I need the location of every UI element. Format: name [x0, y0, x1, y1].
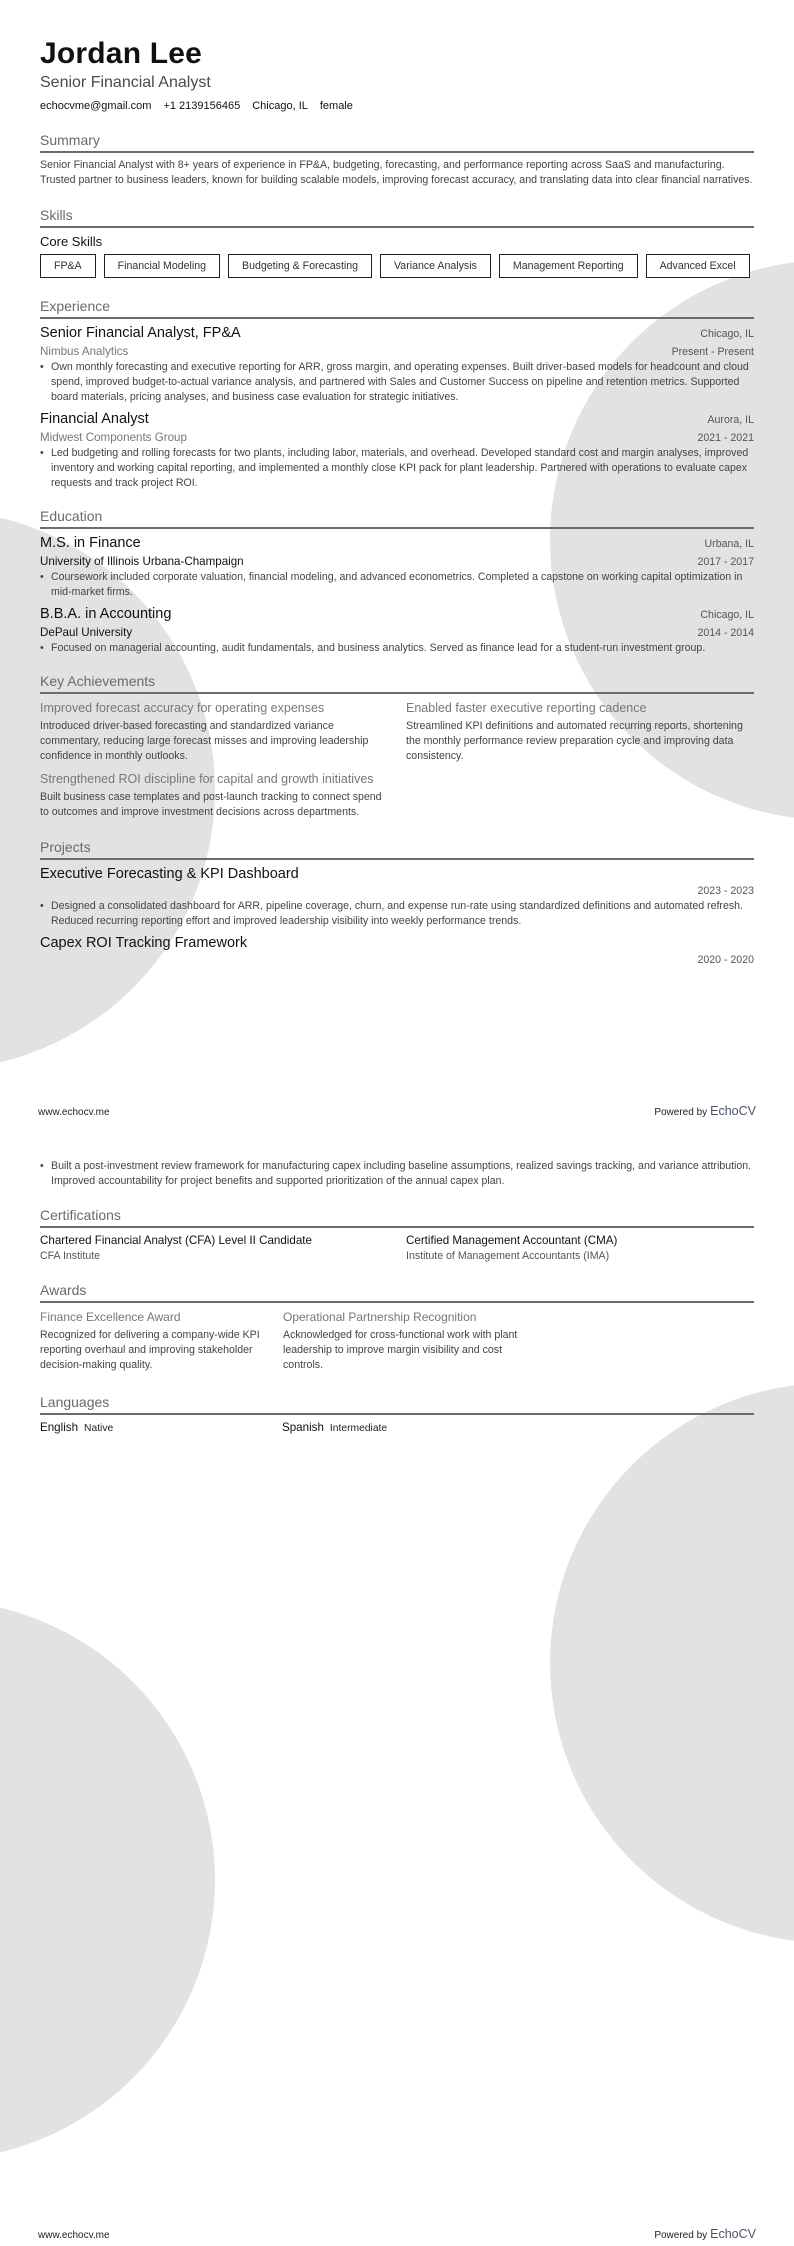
certifications-section — [40, 1206, 754, 1264]
language-name: English — [40, 1421, 79, 1434]
bullet-icon: • — [40, 900, 44, 912]
section-divider — [40, 1301, 754, 1303]
project-dates: 2023 - 2023 — [697, 885, 754, 897]
degree: B.B.A. in Accounting — [40, 606, 172, 622]
certification-item — [40, 1233, 388, 1264]
projects-section — [40, 838, 754, 968]
skills-group-title: Core Skills — [40, 234, 103, 249]
section-heading: Awards — [40, 1282, 87, 1298]
skill-tag: Advanced Excel — [646, 254, 750, 278]
job-dates: 2021 - 2021 — [697, 432, 754, 444]
school-name: University of Illinois Urbana-Champaign — [40, 555, 244, 568]
achievements-section — [40, 672, 754, 826]
footer-url[interactable]: www.echocv.me — [38, 2230, 110, 2241]
section-divider — [40, 692, 754, 694]
language-level: Intermediate — [329, 1423, 388, 1434]
school-name: DePaul University — [40, 626, 133, 639]
award-desc: Recognized for delivering a company-wide KPI reporting overhaul and improving stakeholder decision-making quality. — [40, 1329, 260, 1371]
skill-tag: FP&A — [40, 254, 96, 278]
languages-list — [40, 1420, 754, 1437]
education-entry — [40, 534, 754, 600]
section-divider — [40, 317, 754, 319]
certification-org: Institute of Management Accountants (IMA) — [406, 1250, 610, 1262]
achievement-desc: Introduced driver-based forecasting and standardized variance commentary, reducing large forecast misses and improving leadership confidence in monthly outlooks. — [40, 720, 369, 762]
project-dates: 2020 - 2020 — [697, 954, 754, 966]
section-heading: Projects — [40, 839, 91, 855]
education-section — [40, 507, 754, 656]
language-item — [40, 1420, 282, 1437]
project-bullet: • Designed a consolidated dashboard for ARR, pipeline coverage, churn, and expense run-rate using standardized definitions and automated refresh. Reduced recurring reporting effort and improved leadership visibility into weekly performance trends. — [40, 900, 743, 927]
contact-email[interactable]: echocvme@gmail.com — [40, 100, 152, 112]
achievements-grid — [40, 699, 754, 826]
languages-section — [40, 1393, 754, 1437]
resume-header — [40, 36, 754, 113]
job-bullet: • Own monthly forecasting and executive reporting for ARR, gross margin, and operating expenses. Built driver-based models for headcount and cloud spend, improved budget-to-actual variance analysis, and partnered with Sales and Customer Success on pipeline and retention metrics. Supported board materials, pricing analyses, and business case evaluation for strategic initiatives. — [40, 361, 749, 403]
job-role: Financial Analyst — [40, 411, 149, 427]
bullet-icon: • — [40, 642, 44, 654]
education-dates: 2014 - 2014 — [697, 627, 754, 639]
bullet-icon: • — [40, 361, 44, 373]
section-heading: Experience — [40, 298, 111, 314]
section-divider — [40, 858, 754, 860]
resume-page-2 — [0, 1123, 794, 2246]
bullet-icon: • — [40, 571, 44, 583]
project-entry — [40, 934, 754, 968]
summary-text: Senior Financial Analyst with 8+ years of experience in FP&A, budgeting, forecasting, and performance reporting across SaaS and manufacturing. Trusted partner to business leaders, known for building scalable models, improving forecast accuracy, and translating data into clear financial narratives. — [40, 159, 753, 186]
bullet-icon: • — [40, 447, 44, 459]
powered-by: Powered by EchoCV — [654, 1104, 756, 1118]
skill-tag: Management Reporting — [499, 254, 638, 278]
footer-url[interactable]: www.echocv.me — [38, 1107, 110, 1118]
achievement-desc: Built business case templates and post-launch tracking to connect spend to outcomes and improve investment decisions across departments. — [40, 791, 382, 818]
section-divider — [40, 151, 754, 153]
education-bullet: • Coursework included corporate valuation, financial modeling, and advanced econometrics. Completed a capstone on working capital optimization in mid-market firms. — [40, 571, 743, 598]
award-item — [40, 1308, 280, 1379]
section-heading: Skills — [40, 207, 73, 223]
degree: M.S. in Finance — [40, 535, 141, 551]
contact-location: Chicago, IL — [252, 100, 308, 112]
section-heading: Key Achievements — [40, 673, 156, 689]
section-divider — [40, 226, 754, 228]
certifications-grid — [40, 1233, 754, 1264]
job-role: Senior Financial Analyst, FP&A — [40, 325, 241, 341]
contact-gender: female — [319, 100, 353, 112]
section-divider — [40, 1413, 754, 1415]
project-bullet: • Built a post-investment review framework for manufacturing capex including baseline assumptions, realized savings tracking, and variance attribution. Improved accountability for project benefits and supported prioritization of the annual capex plan. — [40, 1160, 752, 1187]
experience-section — [40, 297, 754, 491]
brand-logo[interactable]: EchoCV — [710, 1104, 756, 1118]
certification-name: Certified Management Accountant (CMA) — [406, 1234, 618, 1247]
certification-name: Chartered Financial Analyst (CFA) Level II Candidate — [40, 1234, 312, 1247]
contact-line — [40, 99, 754, 113]
job-dates: Present - Present — [671, 346, 754, 358]
section-heading: Summary — [40, 132, 100, 148]
candidate-title: Senior Financial Analyst — [40, 74, 211, 91]
project-entry — [40, 865, 754, 929]
education-dates: 2017 - 2017 — [697, 556, 754, 568]
skills-section — [40, 206, 754, 278]
achievement-title: Improved forecast accuracy for operating expenses — [40, 701, 325, 715]
achievement-item — [406, 699, 754, 770]
job-location: Aurora, IL — [707, 414, 754, 426]
job-bullet: • Led budgeting and rolling forecasts for two plants, including labor, materials, and overhead. Developed standard cost and margin analyses, improved inventory and working capital reporting, and implemented a monthly close KPI pack for plant leadership. Partnered with operations to evaluate capex requests and track project ROI. — [40, 447, 749, 489]
candidate-name: Jordan Lee — [40, 37, 203, 70]
bullet-icon: • — [40, 1160, 44, 1172]
awards-grid — [40, 1308, 754, 1379]
page-footer — [38, 2227, 756, 2241]
award-item — [283, 1308, 523, 1379]
skills-list — [40, 254, 754, 278]
certification-item — [406, 1233, 754, 1264]
achievement-title: Enabled faster executive reporting cadence — [406, 701, 647, 715]
language-level: Native — [84, 1423, 114, 1434]
certification-org: CFA Institute — [40, 1250, 101, 1262]
skill-tag: Budgeting & Forecasting — [228, 254, 372, 278]
experience-entry — [40, 410, 754, 491]
powered-by: Powered by EchoCV — [654, 2227, 756, 2241]
project-name: Capex ROI Tracking Framework — [40, 935, 248, 951]
job-company: Nimbus Analytics — [40, 345, 129, 358]
language-name: Spanish — [282, 1421, 324, 1434]
section-divider — [40, 527, 754, 529]
achievement-title: Strengthened ROI discipline for capital and growth initiatives — [40, 772, 374, 786]
award-title: Finance Excellence Award — [40, 1310, 181, 1324]
skill-tag: Financial Modeling — [104, 254, 220, 278]
school-location: Urbana, IL — [704, 538, 754, 550]
job-location: Chicago, IL — [700, 328, 754, 340]
summary-section — [40, 131, 754, 188]
section-divider — [40, 1226, 754, 1228]
award-title: Operational Partnership Recognition — [283, 1310, 477, 1324]
skill-tag: Variance Analysis — [380, 254, 491, 278]
contact-phone[interactable]: +1 2139156465 — [163, 100, 241, 112]
achievement-item — [40, 770, 388, 826]
education-bullet: • Focused on managerial accounting, audit fundamentals, and business analytics. Served as finance lead for a student-run investment group. — [40, 642, 706, 654]
brand-logo[interactable]: EchoCV — [710, 2227, 756, 2241]
job-company: Midwest Components Group — [40, 431, 187, 444]
award-desc: Acknowledged for cross-functional work with plant leadership to improve margin visibility and cost controls. — [283, 1329, 518, 1371]
education-entry — [40, 605, 754, 656]
project-name: Executive Forecasting & KPI Dashboard — [40, 866, 299, 882]
resume-content — [40, 1159, 754, 1437]
section-heading: Certifications — [40, 1207, 121, 1223]
experience-entry — [40, 324, 754, 405]
awards-section — [40, 1281, 754, 1379]
achievement-item — [40, 699, 388, 770]
school-location: Chicago, IL — [700, 609, 754, 621]
language-item — [282, 1420, 522, 1437]
achievement-desc: Streamlined KPI definitions and automated recurring reports, shortening the monthly performance review preparation cycle and improving data consistency. — [406, 720, 743, 762]
section-heading: Languages — [40, 1394, 110, 1410]
resume-content — [40, 36, 754, 973]
page-footer — [38, 1104, 756, 1118]
section-heading: Education — [40, 508, 103, 524]
